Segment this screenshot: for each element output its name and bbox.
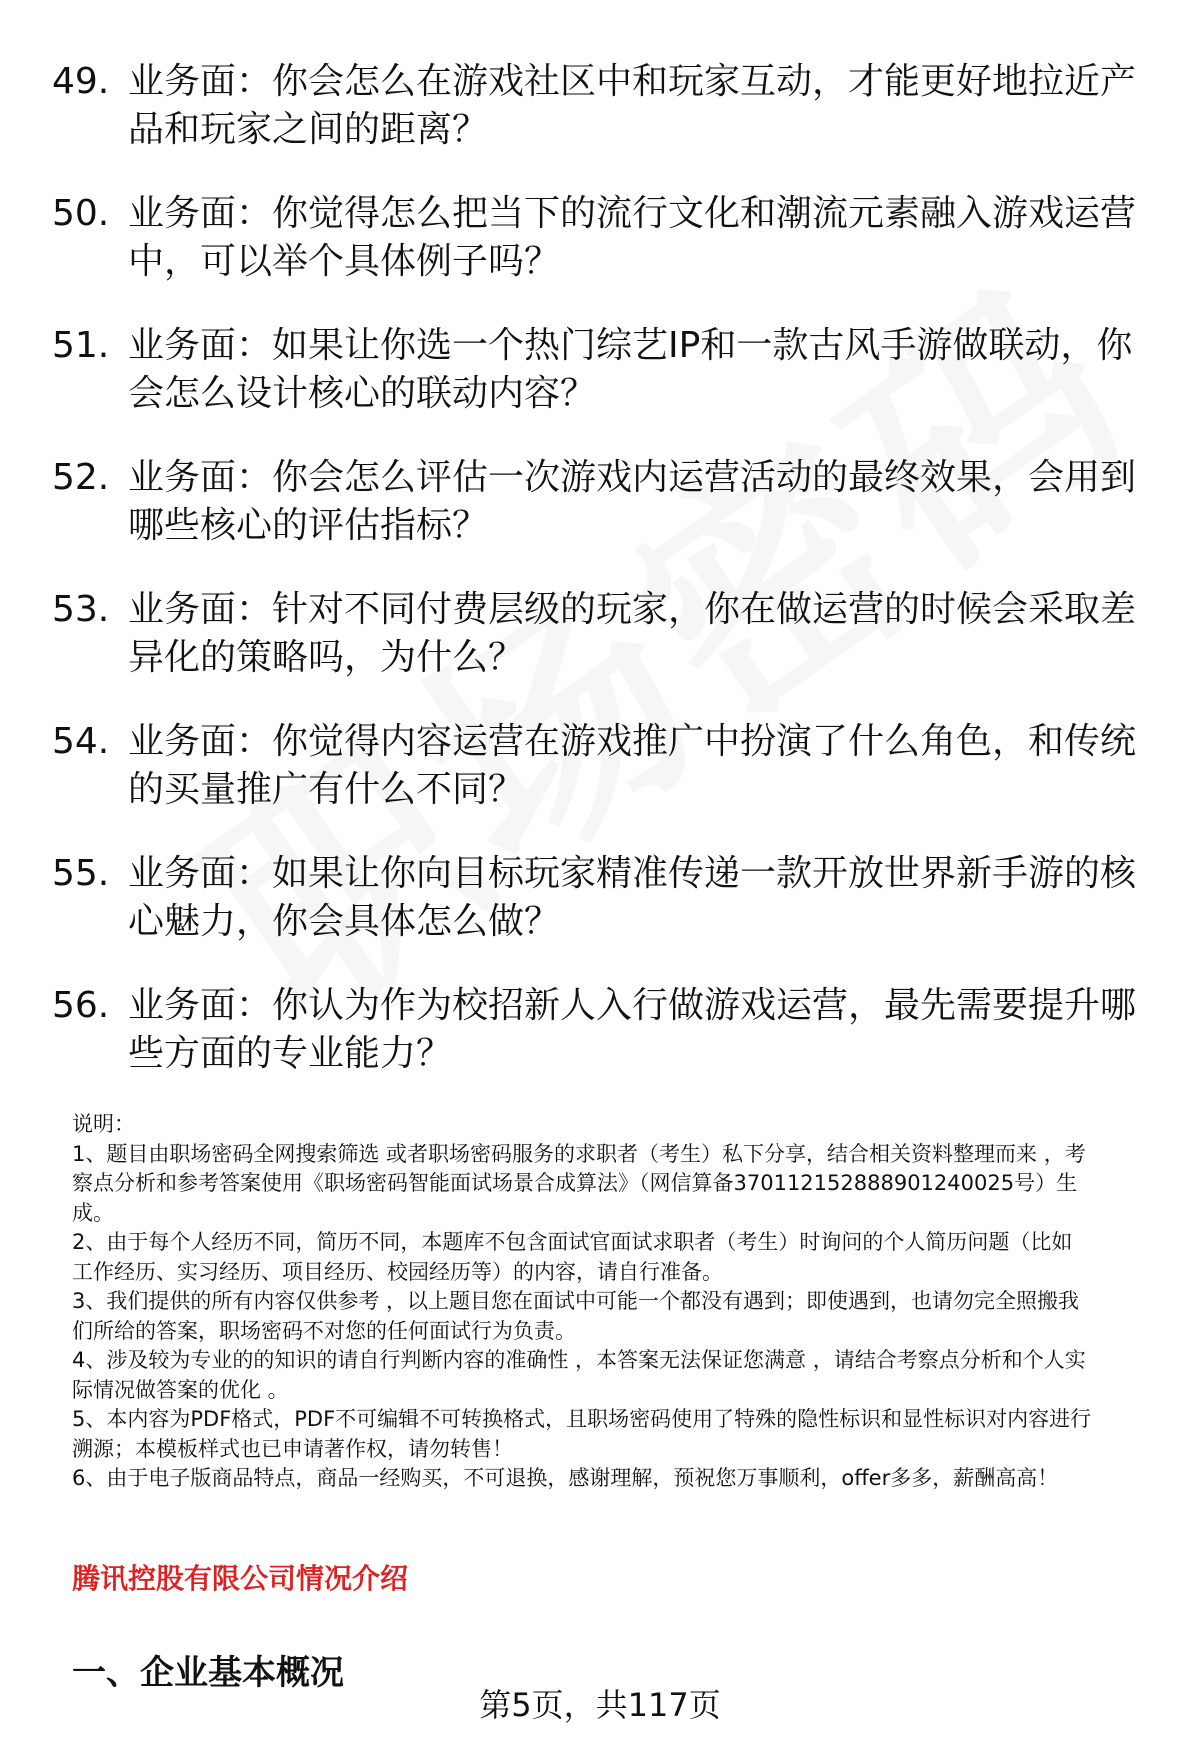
question-text: 业务面：你觉得怎么把当下的流行文化和潮流元素融入游戏运营中，可以举个具体例子吗？ xyxy=(128,193,1137,282)
note-line: 4、涉及较为专业的的知识的请自行判断内容的准确性 ，本答案无法保证您满意 ，请结合考察点分析和个人实 xyxy=(72,1348,1086,1372)
note-line: 6、由于电子版商品特点，商品一经购买，不可退换，感谢理解，预祝您万事顺利，offer多多，薪酬高高！ xyxy=(72,1466,1059,1490)
question-number: 52. xyxy=(52,457,110,498)
question-text: 业务面：如果让你向目标玩家精准传递一款开放世界新手游的核心魅力，你会具体怎么做？ xyxy=(128,853,1137,942)
question-number: 50. xyxy=(52,193,110,234)
note-line: 察点分析和参考答案使用《职场密码智能面试场景合成算法》（网信算备370112152888901240025号）生 xyxy=(72,1171,1078,1195)
question-text: 业务面：如果让你选一个热门综艺IP和一款古风手游做联动，你会怎么设计核心的联动内容？ xyxy=(128,325,1133,414)
note-line: 们所给的答案，职场密码不对您的任何面试行为负责。 xyxy=(72,1318,576,1343)
question-number: 54. xyxy=(52,721,110,762)
question-text: 业务面：你会怎么评估一次游戏内运营活动的最终效果，会用到哪些核心的评估指标？ xyxy=(128,457,1137,546)
question-item xyxy=(0,586,1200,718)
question-number: 55. xyxy=(52,853,110,894)
question-text: 业务面：你觉得内容运营在游戏推广中扮演了什么角色，和传统的买量推广有什么不同？ xyxy=(128,721,1137,810)
question-item xyxy=(0,454,1200,586)
page-number: 第5页，共117页 xyxy=(479,1686,721,1724)
question-item xyxy=(0,850,1200,982)
question-number: 49. xyxy=(52,61,110,102)
question-text: 业务面：你会怎么在游戏社区中和玩家互动，才能更好地拉近产品和玩家之间的距离？ xyxy=(128,61,1137,150)
notes-section xyxy=(72,1110,1162,1494)
question-item xyxy=(0,322,1200,454)
question-item xyxy=(0,58,1200,190)
question-number: 53. xyxy=(52,589,110,630)
note-line: 工作经历、实习经历、项目经历、校园经历等）的内容，请自行准备。 xyxy=(72,1259,723,1284)
question-item xyxy=(0,718,1200,850)
question-list xyxy=(0,58,1200,1114)
note-line: 2、由于每个人经历不同，简历不同，本题库不包含面试官面试求职者（考生）时询问的个人简历问题（比如 xyxy=(72,1230,1073,1254)
section-heading: 一、企业基本概况 xyxy=(72,1653,344,1693)
company-title: 腾讯控股有限公司情况介绍 xyxy=(72,1562,409,1595)
note-line: 3、我们提供的所有内容仅供参考 ，以上题目您在面试中可能一个都没有遇到；即使遇到，也请勿完全照搬我 xyxy=(72,1289,1080,1313)
question-number: 56. xyxy=(52,985,110,1026)
note-line: 际情况做答案的优化 。 xyxy=(72,1377,289,1402)
notes-heading: 说明： xyxy=(72,1112,135,1136)
question-text: 业务面：你认为作为校招新人入行做游戏运营，最先需要提升哪些方面的专业能力？ xyxy=(128,985,1137,1074)
question-text: 业务面：针对不同付费层级的玩家，你在做运营的时候会采取差异化的策略吗，为什么？ xyxy=(128,589,1137,678)
note-line: 溯源；本模板样式也已申请著作权，请勿转售！ xyxy=(72,1436,513,1461)
note-line: 成。 xyxy=(72,1200,114,1225)
question-item xyxy=(0,190,1200,322)
question-number: 51. xyxy=(52,325,110,366)
question-item xyxy=(0,982,1200,1114)
note-line: 1、题目由职场密码全网搜索筛选 或者职场密码服务的求职者（考生）私下分享，结合相关资料整理而来 ，考 xyxy=(72,1141,1086,1166)
note-line: 5、本内容为PDF格式，PDF不可编辑不可转换格式，且职场密码使用了特殊的隐性标识和显性标识对内容进行 xyxy=(72,1407,1092,1431)
